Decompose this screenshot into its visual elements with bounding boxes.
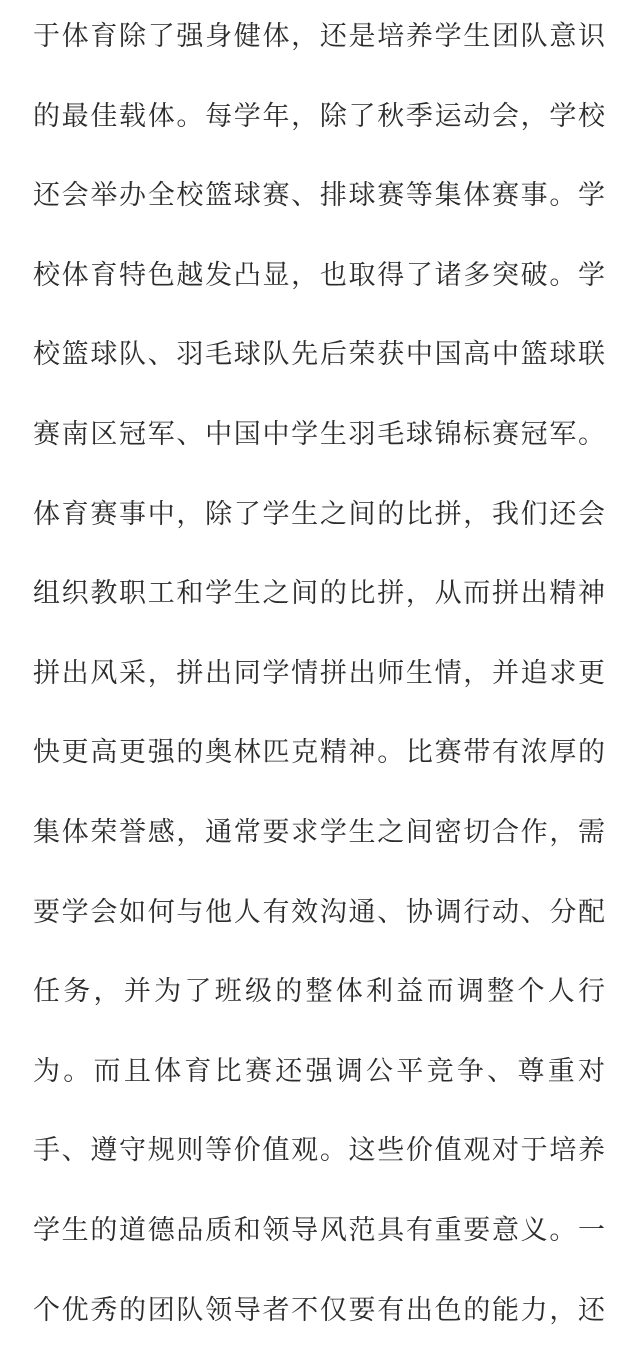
article-line-2: 的最佳载体。每学年，除了秋季运动会，学校 [33,100,605,132]
article-line-6: 赛南区冠军、中国中学生羽毛球锦标赛冠军。 [33,418,605,450]
article-line-9: 拼出风采，拼出同学情拼出师生情，并追求更 [33,657,605,689]
article-line-10: 快更高更强的奥林匹克精神。比赛带有浓厚的 [33,737,605,769]
article-line-5: 校篮球队、羽毛球队先后荣获中国高中篮球联 [33,339,605,371]
article-line-4: 校体育特色越发凸显，也取得了诸多突破。学 [33,259,605,291]
article-line-3: 还会举办全校篮球赛、排球赛等集体赛事。学 [33,180,605,212]
article-line-8: 组织教职工和学生之间的比拼，从而拼出精神 [33,578,605,610]
article-line-11: 集体荣誉感，通常要求学生之间密切合作，需 [33,816,605,848]
article-line-12: 要学会如何与他人有效沟通、协调行动、分配 [33,896,605,928]
article-line-17: 个优秀的团队领导者不仅要有出色的能力，还 [33,1294,605,1326]
article-line-15: 手、遵守规则等价值观。这些价值观对于培养 [33,1135,605,1167]
article-line-7: 体育赛事中，除了学生之间的比拼，我们还会 [33,498,605,530]
article-line-1: 于体育除了强身健体，还是培养学生团队意识 [33,21,605,52]
article-line-16: 学生的道德品质和领导风范具有重要意义。一 [33,1214,605,1246]
article-line-13: 任务，并为了班级的整体利益而调整个人行 [33,976,605,1008]
article-line-14: 为。而且体育比赛还强调公平竞争、尊重对 [33,1055,605,1087]
